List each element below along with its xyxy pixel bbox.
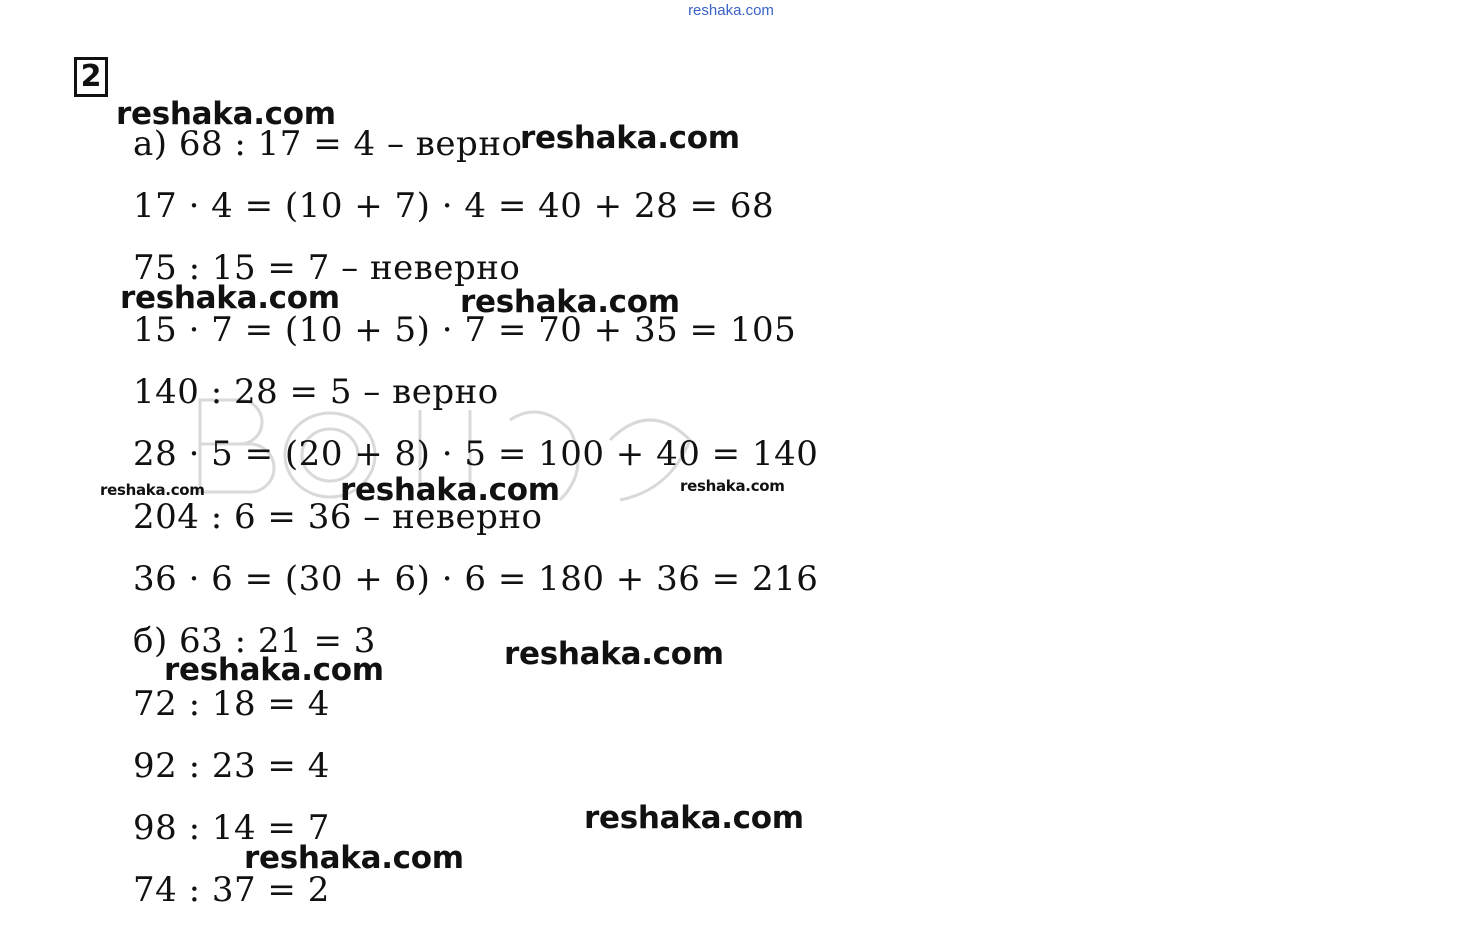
solution-line: 204 : 6 = 36 – неверно (133, 497, 543, 537)
watermark: reshaka.com (504, 636, 724, 672)
watermark: reshaka.com (116, 96, 336, 132)
solution-line: 74 : 37 = 2 (133, 870, 330, 910)
solution-line: 28 · 5 = (20 + 8) · 5 = 100 + 40 = 140 (133, 434, 819, 474)
solution-line: 72 : 18 = 4 (133, 684, 330, 724)
solution-line: 15 · 7 = (10 + 5) · 7 = 70 + 35 = 105 (133, 310, 797, 350)
solution-line: 36 · 6 = (30 + 6) · 6 = 180 + 36 = 216 (133, 559, 819, 599)
solution-line: а) 68 : 17 = 4 – верно (133, 124, 523, 164)
watermark: reshaka.com (100, 481, 205, 499)
task-number-box: 2 (74, 57, 108, 97)
solution-line: 140 : 28 = 5 – верно (133, 372, 499, 412)
watermark: reshaka.com (680, 477, 785, 495)
watermark: reshaka.com (460, 284, 680, 320)
solution-line: 92 : 23 = 4 (133, 746, 330, 786)
solution-line: 98 : 14 = 7 (133, 808, 330, 848)
site-link[interactable]: reshaka.com (688, 2, 774, 19)
watermark: reshaka.com (584, 800, 804, 836)
solution-line: 75 : 15 = 7 – неверно (133, 248, 521, 288)
watermark: reshaka.com (120, 280, 340, 316)
watermark: reshaka.com (164, 652, 384, 688)
solution-line: б) 63 : 21 = 3 (133, 621, 376, 661)
watermark: reshaka.com (244, 840, 464, 876)
watermark: reshaka.com (340, 472, 560, 508)
watermark: reshaka.com (520, 120, 740, 156)
solution-line: 17 · 4 = (10 + 7) · 4 = 40 + 28 = 68 (133, 186, 775, 226)
